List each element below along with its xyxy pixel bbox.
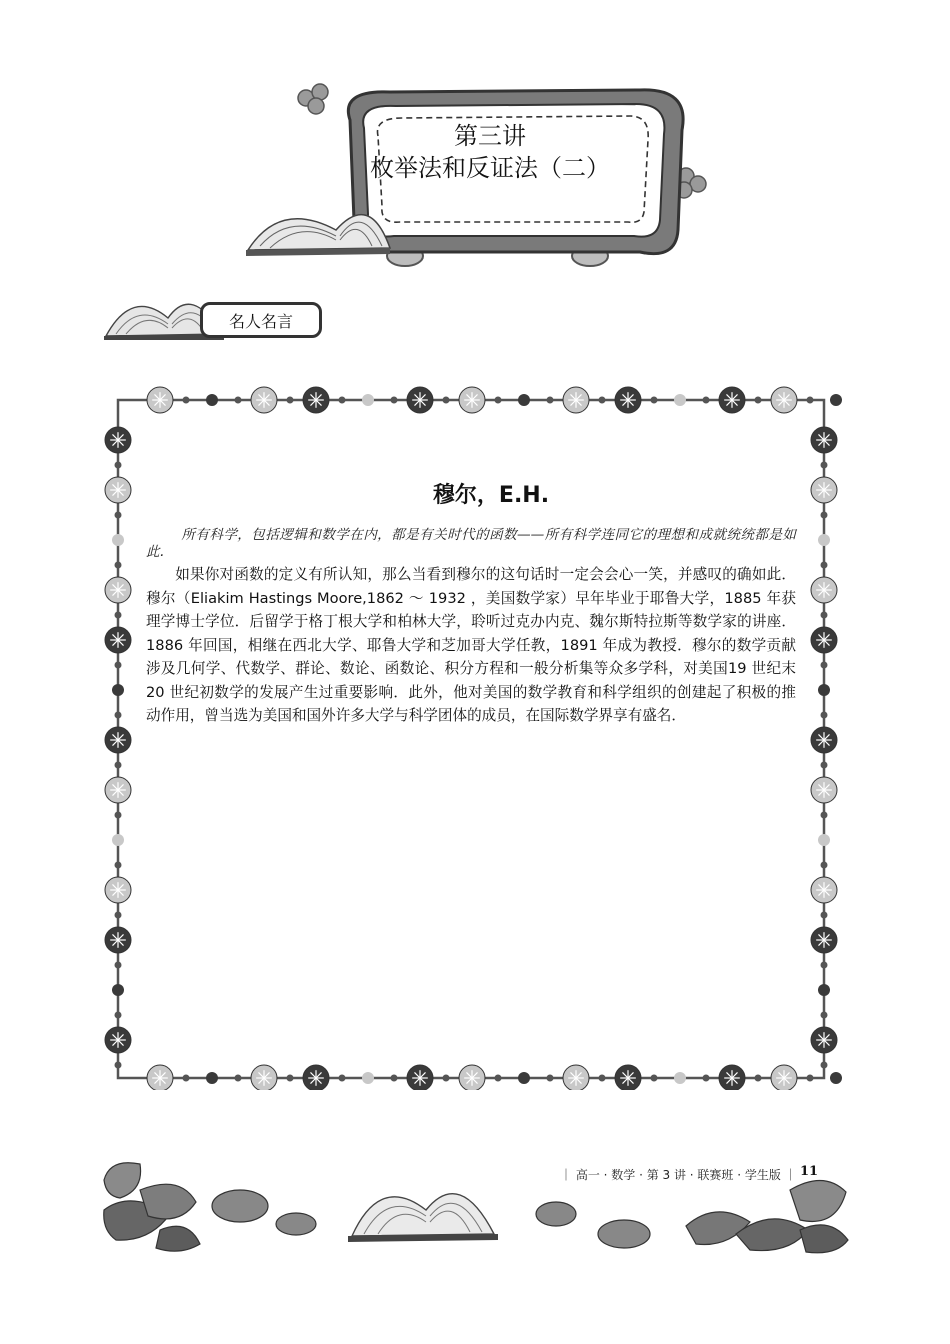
clover-decoration (298, 84, 328, 114)
lily-pad (598, 1220, 650, 1248)
lecture-number: 第三讲 (454, 122, 526, 150)
frame-flower-ornament (771, 1065, 797, 1090)
frame-flower-ornament (811, 877, 837, 903)
frame-flower-ornament (105, 1027, 131, 1053)
open-book-illustration (246, 215, 390, 256)
frame-dot-ornament (115, 662, 122, 669)
frame-dot-ornament (755, 397, 762, 404)
frame-dot-ornament (235, 397, 242, 404)
frame-dot-ornament (821, 662, 828, 669)
frame-dot-ornament (287, 397, 294, 404)
frame-dot-ornament (391, 397, 398, 404)
frame-flower-ornament (105, 477, 131, 503)
biography-text: 如果你对函数的定义有所认知，那么当看到穆尔的这句话时一定会会心一笑，并感叹的确如此．穆尔（Eliakim Hastings Moore,1862 ～ 1932 ，美国数学家）早年毕业于耶鲁大学，1885 年获理学博士学位．后留学于格丁根大学和柏林大学，聆听过克办内克、魏尔斯特拉斯等数学家的讲座．1886 年回国，相继在西北大学、耶鲁大学和芝加哥大学任教，1891 年成为教授．穆尔的数学贡献涉及几何学、代数学、群论、数论、函数论、积分方程和一般分析集等众多学科，对美国19 世纪末 20 世纪初数学的发展产生过重要影响．此外，他对美国的数学教育和科学组织的创建起了积极的推动作用，曾当选为美国和国外许多大学与科学团体的成员，在国际数学界享有盛名． (146, 566, 796, 724)
frame-dot-ornament (115, 912, 122, 919)
frame-dot-ornament (830, 394, 842, 406)
frame-dot-ornament (703, 1075, 710, 1082)
frame-dot-ornament (821, 562, 828, 569)
frame-dot-ornament (362, 394, 374, 406)
frame-dot-ornament (235, 1075, 242, 1082)
leaf-cluster-left (104, 1163, 200, 1251)
frame-dot-ornament (821, 462, 828, 469)
frame-dot-ornament (674, 1072, 686, 1084)
frame-dot-ornament (115, 1012, 122, 1019)
section-tab-label: 名人名言 (228, 311, 293, 331)
frame-dot-ornament (206, 1072, 218, 1084)
footer-book-icon (348, 1194, 498, 1242)
frame-dot-ornament (495, 1075, 502, 1082)
frame-dot-ornament (807, 397, 814, 404)
frame-dot-ornament (599, 397, 606, 404)
frame-dot-ornament (599, 1075, 606, 1082)
lily-pad (536, 1202, 576, 1226)
frame-flower-ornament (811, 477, 837, 503)
frame-dot-ornament (115, 1062, 122, 1069)
page-number: 11 (800, 1164, 819, 1179)
frame-dot-ornament (115, 862, 122, 869)
frame-flower-ornament (459, 387, 485, 413)
lily-pad (276, 1213, 316, 1235)
frame-dot-ornament (674, 394, 686, 406)
frame-dot-ornament (821, 512, 828, 519)
lecture-title: 枚举法和反证法（二） (370, 154, 610, 182)
frame-flower-ornament (407, 387, 433, 413)
frame-dot-ornament (112, 834, 124, 846)
frame-flower-ornament (459, 1065, 485, 1090)
running-head: ｜ 高一 · 数学 · 第 3 讲 · 联赛班 · 学生版 ｜ (560, 1168, 797, 1182)
frame-dot-ornament (821, 1062, 828, 1069)
frame-dot-ornament (115, 812, 122, 819)
section-tab (200, 302, 322, 338)
frame-dot-ornament (362, 1072, 374, 1084)
frame-dot-ornament (112, 984, 124, 996)
frame-dot-ornament (115, 612, 122, 619)
frame-dot-ornament (339, 397, 346, 404)
frame-flower-ornament (147, 1065, 173, 1090)
frame-dot-ornament (821, 612, 828, 619)
article (146, 478, 796, 728)
famous-quote: 所有科学，包括逻辑和数学在内，都是有关时代的函数——所有科学连同它的理想和成就统统都是如此. (146, 527, 796, 560)
frame-flower-ornament (719, 1065, 745, 1090)
frame-flower-ornament (251, 387, 277, 413)
frame-dot-ornament (821, 912, 828, 919)
frame-flower-ornament (811, 427, 837, 453)
frame-flower-ornament (563, 1065, 589, 1090)
frame-flower-ornament (811, 627, 837, 653)
frame-dot-ornament (287, 1075, 294, 1082)
lily-pad (212, 1190, 268, 1222)
frame-flower-ornament (303, 387, 329, 413)
frame-dot-ornament (183, 397, 190, 404)
frame-dot-ornament (821, 1012, 828, 1019)
frame-dot-ornament (115, 562, 122, 569)
frame-flower-ornament (105, 877, 131, 903)
frame-dot-ornament (115, 462, 122, 469)
frame-dot-ornament (821, 712, 828, 719)
frame-dot-ornament (518, 394, 530, 406)
frame-flower-ornament (147, 387, 173, 413)
frame-flower-ornament (105, 627, 131, 653)
frame-dot-ornament (651, 1075, 658, 1082)
frame-flower-ornament (105, 777, 131, 803)
person-name: 穆尔，E.H. (432, 483, 550, 508)
frame-dot-ornament (818, 984, 830, 996)
frame-dot-ornament (821, 762, 828, 769)
frame-dot-ornament (830, 1072, 842, 1084)
frame-dot-ornament (339, 1075, 346, 1082)
frame-flower-ornament (811, 577, 837, 603)
frame-flower-ornament (771, 387, 797, 413)
frame-dot-ornament (818, 834, 830, 846)
frame-dot-ornament (115, 712, 122, 719)
frame-dot-ornament (443, 397, 450, 404)
frame-dot-ornament (206, 394, 218, 406)
frame-flower-ornament (811, 1027, 837, 1053)
frame-dot-ornament (547, 397, 554, 404)
frame-dot-ornament (443, 1075, 450, 1082)
frame-flower-ornament (251, 1065, 277, 1090)
frame-flower-ornament (407, 1065, 433, 1090)
frame-flower-ornament (811, 777, 837, 803)
frame-flower-ornament (615, 1065, 641, 1090)
frame-dot-ornament (818, 534, 830, 546)
frame-flower-ornament (105, 727, 131, 753)
frame-dot-ornament (391, 1075, 398, 1082)
frame-dot-ornament (755, 1075, 762, 1082)
frame-dot-ornament (115, 962, 122, 969)
frame-dot-ornament (821, 812, 828, 819)
frame-flower-ornament (719, 387, 745, 413)
frame-dot-ornament (818, 684, 830, 696)
leaf-cluster-right (686, 1180, 848, 1252)
frame-flower-ornament (303, 1065, 329, 1090)
frame-dot-ornament (518, 1072, 530, 1084)
frame-flower-ornament (563, 387, 589, 413)
frame-flower-ornament (105, 577, 131, 603)
frame-dot-ornament (115, 512, 122, 519)
frame-dot-ornament (495, 397, 502, 404)
frame-flower-ornament (811, 927, 837, 953)
frame-dot-ornament (112, 684, 124, 696)
frame-dot-ornament (821, 962, 828, 969)
frame-dot-ornament (703, 397, 710, 404)
frame-dot-ornament (115, 762, 122, 769)
frame-dot-ornament (807, 1075, 814, 1082)
frame-dot-ornament (821, 862, 828, 869)
frame-flower-ornament (811, 727, 837, 753)
frame-dot-ornament (651, 397, 658, 404)
frame-flower-ornament (105, 427, 131, 453)
frame-flower-ornament (105, 927, 131, 953)
frame-dot-ornament (183, 1075, 190, 1082)
frame-dot-ornament (112, 534, 124, 546)
frame-dot-ornament (547, 1075, 554, 1082)
frame-flower-ornament (615, 387, 641, 413)
